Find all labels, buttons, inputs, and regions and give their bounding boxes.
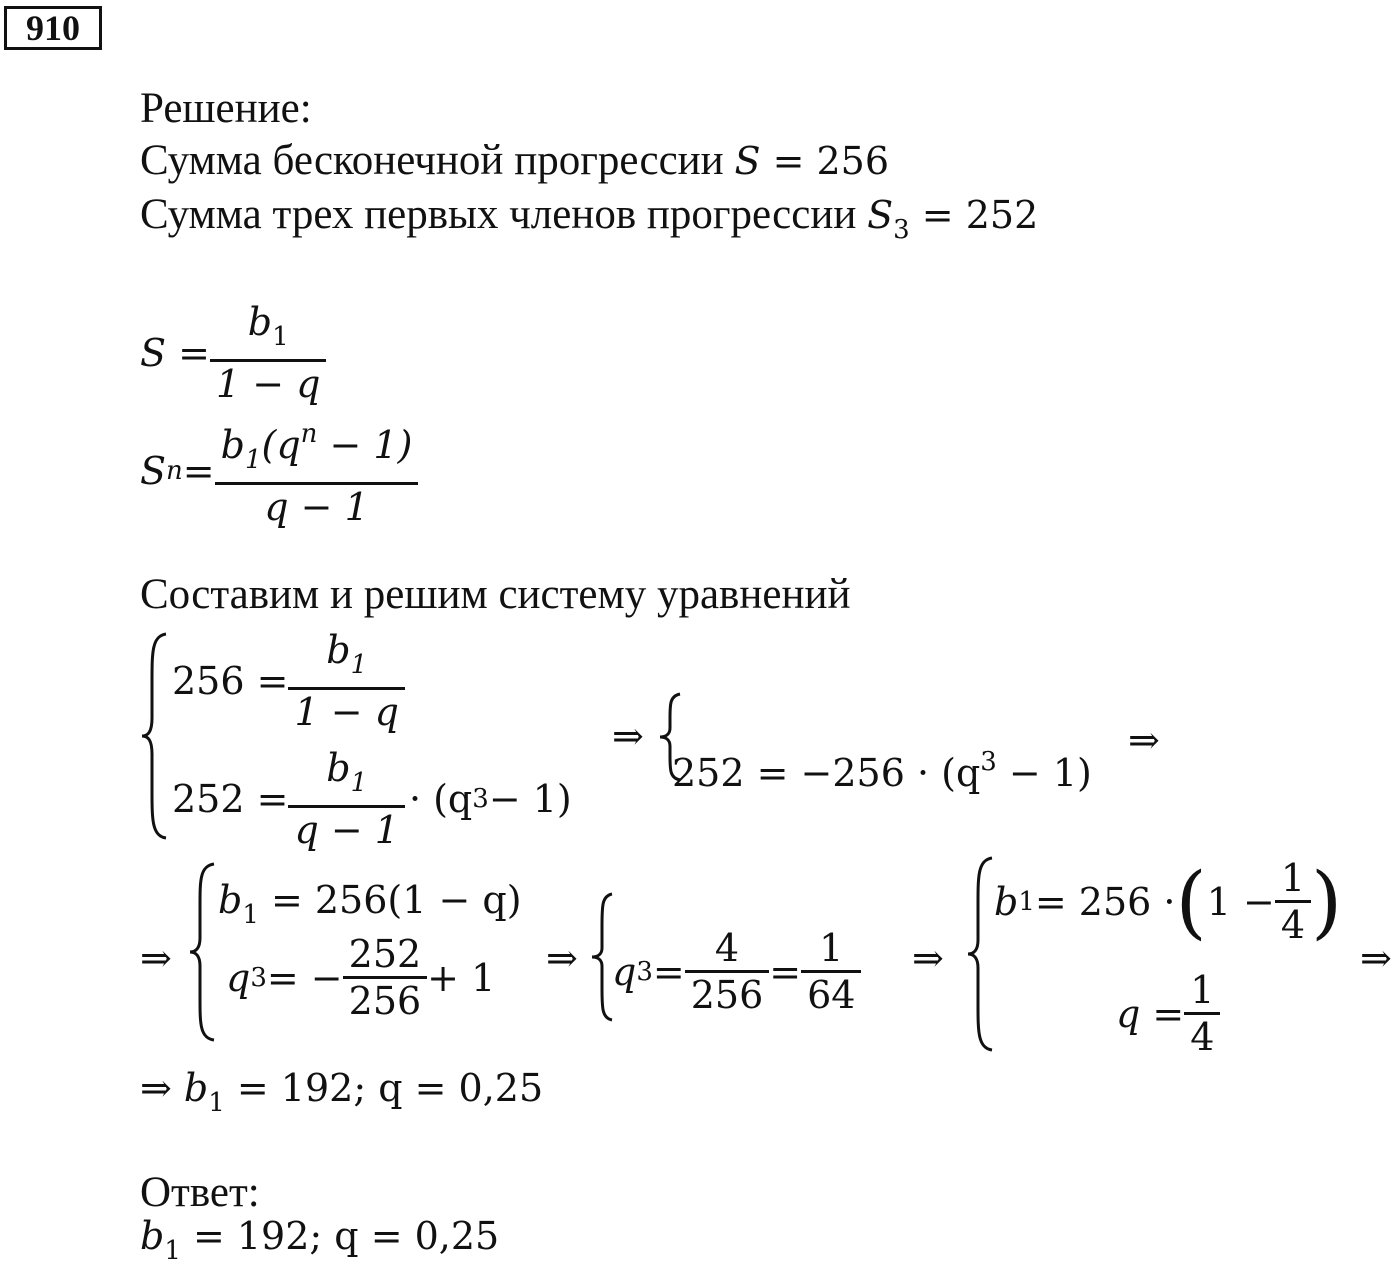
system2-b-den2: 64 (801, 970, 861, 1017)
formula-sn-fraction (215, 412, 419, 529)
system1-eq1-fraction (288, 628, 405, 734)
system1-result-exp: 3 (980, 747, 997, 777)
system2-b-eq-sign: = (652, 949, 685, 994)
system1-eq2 (172, 746, 572, 852)
formula-sn-numerator (215, 412, 419, 482)
system2-b-q: q (612, 949, 637, 994)
system1-eq1-denominator: 1 − q (288, 687, 405, 734)
formula-s-num-sub: 1 (272, 322, 289, 352)
system1-eq2-tail-open: · (q (408, 777, 473, 821)
result-rest: = 192; q = 0,25 (224, 1066, 544, 1110)
formula-sn-eq: = (182, 448, 215, 493)
system2-b-num1: 4 (714, 926, 740, 970)
system1-eq2-denominator: q − 1 (288, 805, 405, 852)
system1-eq1 (172, 628, 405, 734)
answer-label: Ответ: (140, 1169, 260, 1216)
system2-b-eq-sign2: = (769, 949, 802, 994)
system2-a-eq2-mid: = − (266, 955, 343, 1000)
system2-a-eq2-fraction (343, 932, 428, 1023)
system2-c-eq1-paren-open: ( (1175, 854, 1207, 948)
system1-result-close: − 1) (996, 751, 1092, 795)
given-three-sum-var: S (867, 193, 894, 237)
given-three-sum-sub: 3 (893, 215, 910, 245)
system2-c-eq2-num: 1 (1190, 968, 1215, 1012)
given-infinite-sum-text: Сумма бесконечной прогрессии (140, 137, 735, 184)
system2-b-eq (612, 926, 861, 1017)
formula-sn-num-open: (q (261, 423, 301, 467)
system2-brace-a-icon (188, 862, 218, 1042)
system2-b-fraction2 (801, 926, 861, 1017)
system-label: Составим и решим систему уравнений (140, 571, 851, 618)
answer-line (140, 1214, 499, 1273)
system1-eq1-left: 256 = (172, 659, 289, 703)
system2-c-eq1-mid: = 256 · (1034, 879, 1176, 924)
given-infinite-sum (140, 136, 889, 186)
system1-eq2-num-b: b (326, 746, 351, 790)
formula-infinite-sum (140, 300, 326, 406)
system2-a-eq2-tail: + 1 (427, 955, 496, 1000)
system1-eq2-numerator (288, 746, 405, 805)
system1-eq2-tail-exp: 3 (472, 784, 489, 814)
given-three-sum-text: Сумма трех первых членов прогрессии (140, 191, 868, 238)
given-infinite-sum-eq: = 256 (760, 139, 890, 183)
formula-sn-var: S (140, 448, 167, 493)
system2-c-eq1-sub: 1 (1018, 886, 1035, 917)
formula-s-num-var: b (247, 300, 273, 344)
formula-s-fraction (210, 300, 327, 406)
system2-c-eq2 (1116, 968, 1220, 1059)
given-infinite-sum-var: S (734, 139, 761, 183)
system2-c-eq2-q: q = (1116, 991, 1185, 1036)
system1-eq2-num-sub: 1 (350, 768, 368, 798)
system2-a-eq2 (226, 932, 495, 1023)
problem-number: 910 (4, 6, 102, 50)
system2-c-eq1 (994, 856, 1342, 947)
formula-sn-denominator: q − 1 (215, 482, 419, 529)
system2-c-eq1-one: 1 − (1206, 879, 1275, 924)
result-arrow: ⇒ (140, 1066, 184, 1110)
system2-a-eq1 (218, 878, 522, 937)
system2-arrow-end: ⇒ (1360, 936, 1392, 980)
system2-a-eq2-numerator: 252 (348, 932, 422, 976)
system1-result-open: 252 = −256 · (q (672, 751, 981, 795)
system2-c-eq1-fraction (1275, 856, 1311, 947)
answer-rest: = 192; q = 0,25 (180, 1214, 500, 1258)
system2-c-eq1-den: 4 (1275, 900, 1311, 947)
system2-b-fraction1 (685, 926, 770, 1017)
system1-eq1-numerator (288, 628, 405, 687)
system1-arrow1: ⇒ (612, 714, 644, 758)
system2-a-eq1-rest: = 256(1 − q) (258, 878, 522, 922)
system2-arrow-c: ⇒ (912, 936, 944, 980)
result-sub: 1 (208, 1088, 225, 1118)
system2-c-eq1-b: b (994, 879, 1019, 924)
system2-arrow-b: ⇒ (546, 936, 578, 980)
system1-eq2-tail-close: − 1) (488, 777, 572, 821)
system2-c-eq1-num: 1 (1280, 856, 1305, 900)
system2-c-eq2-den: 4 (1184, 1012, 1220, 1059)
system2-a-eq2-q: q (226, 955, 251, 1000)
system2-brace-c-icon (966, 856, 996, 1052)
system2-c-eq1-paren-close: ) (1311, 854, 1343, 948)
system2-a-eq2-denominator: 256 (343, 976, 428, 1023)
system2-arrow-start: ⇒ (140, 936, 172, 980)
formula-s-numerator (210, 300, 327, 359)
formula-sn-sub: n (166, 455, 183, 486)
formula-sn-num-b-sub: 1 (244, 445, 262, 475)
system1-result (672, 740, 1092, 795)
system1-eq1-num-b: b (326, 628, 351, 672)
solution-label: Решение: (140, 85, 312, 132)
formula-sn-num-close: − 1) (317, 423, 413, 467)
system1-eq1-num-sub: 1 (350, 650, 368, 680)
given-three-sum-eq: = 252 (909, 193, 1039, 237)
system1-eq2-fraction (288, 746, 405, 852)
system2-a-eq2-exp: 3 (250, 962, 267, 993)
system2-c-eq2-fraction (1184, 968, 1220, 1059)
answer-b: b (140, 1214, 165, 1258)
system2-b-num2: 1 (819, 926, 844, 970)
answer-sub: 1 (164, 1236, 181, 1266)
result-b: b (183, 1066, 209, 1110)
system1-eq2-left: 252 = (172, 777, 289, 821)
formula-partial-sum (140, 412, 418, 529)
system1-arrow2: ⇒ (1128, 718, 1160, 762)
formula-sn-num-exp: n (300, 419, 318, 449)
given-three-sum (140, 190, 1038, 252)
system1-brace-icon (140, 632, 170, 840)
system2-a-eq1-b: b (218, 878, 243, 922)
formula-s-denominator: 1 − q (210, 359, 327, 406)
system2-b-den1: 256 (685, 970, 770, 1017)
formula-sn-num-b: b (220, 423, 245, 467)
result-line (140, 1066, 543, 1125)
formula-s-left: S = (140, 331, 210, 375)
system2-b-exp: 3 (636, 956, 653, 987)
system2-a-eq1-sub: 1 (242, 900, 259, 930)
